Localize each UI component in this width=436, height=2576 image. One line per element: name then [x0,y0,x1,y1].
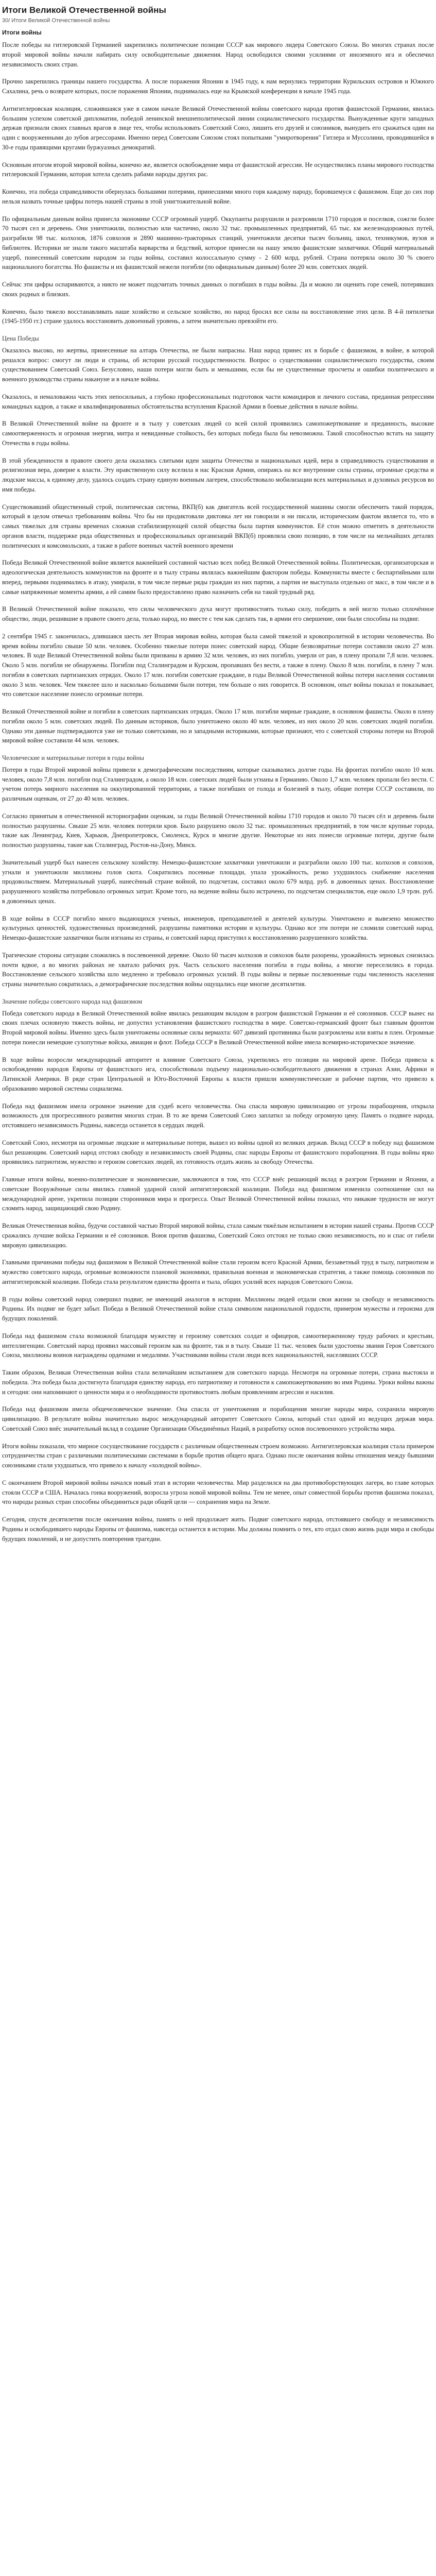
article-paragraph: Великая Отечественная война, будучи составной частью Второй мировой войны, стала самым тяжёлым испытанием в истории нашей страны. Против СССР сражались лучшие войска Германии и её союзников. Воюя против фашизма, Советский Союз отстоял не только свою независимость, но и спас от гибели мировую цивилизацию. [2,1222,434,1249]
article-paragraph: В этой убежденности в правоте своего дела оказались слитыми идеи защиты Отечества и национальных идей, вера в справедливость существования и религиозная вера, доверие к власти. Эту нравственную силу вселила в нас Красная Армия, опираясь на все внутренние силы страны, огромные средства и людские массы, к единому делу, удалось создать страну единую военным лагерем, способствовало мобилизации всех материальных и духовных ресурсов во имя победы. [2,456,434,493]
article-paragraph: 2 сентября 1945 г. закончилась, длившаяся шесть лет Вторая мировая война, которая была самой тяжелой и кровопролитной в истории человечества. Во время войны погибло свыше 50 млн. человек. Особенно тяжелые потери понес советский народ. Общие безвозвратные потери составили около 27 млн. человек. В ходе Великой Отечественной войны были призваны в армию 32 млн. человек, из них погибло, умерли от ран, в плену пропали 7,8 млн. человек. Около 5 млн. погибли не обнаружены. Погибли под Сталинградом и Курском, пропавших без вести, а также в плену. Около 8 млн. погибли, в плену 7 млн. погибли в советских партизанских отрядах. Около 17 млн. погибли советские граждане, в годы Великой Отечественной войны потери населения составили около 3 млн. человек. Чем тяжелее шло и насколько большими были потери, тем больше о них говорится. В основном, опыт войны показал и показывает, что советское население понесло огромные потери. [2,632,434,698]
article-paragraph: По официальным данным война принесла экономике СССР огромный ущерб. Оккупанты разрушили и разгромили 1710 городов и поселков, сожгли более 70 тысяч сел и деревень. Они уничтожили, полностью или частично, около 32 тыс. промышленных предприятий, 65 тыс. км железнодорожных путей, разграбили 98 тыс. колхозов, 1876 совхозов и 2890 машинно-тракторных станций, уничтожили десятки тысяч больниц, школ, техникумов, вузов и библиотек. Историки не знали такого масштаба варварства и бедствий, которое принесли на нашу землю фашистские захватчики. Общий материальный ущерб, понесенный советским народом за годы войны, составил колоссальную сумму - 2 600 млрд. рублей. Страна потеряла около 30 % своего национального богатства. Но фашисты и их фашистской нежели погибли (по официальным данным) более 20 млн. советских людей. [2,215,434,271]
article-paragraph: С окончанием Второй мировой войны начался новый этап в истории человечества. Мир разделился на два противоборствующих лагеря, во главе которых стояли СССР и США. Началась гонка вооружений, возросла угроза новой мировой войны. Тем не менее, опыт совместной борьбы против фашизма показал, что народы разных стран способны объединиться ради общей цели — сохранения мира на Земле. [2,1479,434,1506]
article-paragraph: Главные итоги войны, военно-политические и экономические, заключаются в том, что СССР внёс решающий вклад в разгром Германии и Японии, а советские Вооружённые силы явились главной ударной силой антигитлеровской коалиции. Победа над фашизмом изменила соотношение сил на международной арене, укрепила позиции сторонников мира и прогресса. Опыт Великой Отечественной войны показал, что никакие трудности не могут сломить народ, защищающий свою Родину. [2,1176,434,1212]
article-paragraph: Оказалось, и немаловажна часть этих непосильных, а глубоко профессиональных подготовок части командиров и личного состава, преданная репрессиям командных кадров, а также и квалифицированных обстоятельства вступления Красной Армии в боевые действия в начале войны. [2,393,434,410]
article-paragraph: В ходе войны возросли международный авторитет и влияние Советского Союза, укрепились его позиции на мировой арене. Победа привела к освобождению народов Европы от фашистского ига, способствовала подъему национально-освободительного движения в странах Азии, Африки и Латинской Америки. В ряде стран Центральной и Юго-Восточной Европы к власти пришли коммунистические и рабочие партии, что привело к образованию мировой системы социализма. [2,1056,434,1092]
article-paragraph: Конечно, эта победа справедливости обернулась большими потерями, принесшими много горя каждому народу, боровшемуся с фашизмом. Еще до сих пор нельзя назвать точные цифры потерь нашей страны в этой унигтожительной войне. [2,188,434,205]
breadcrumb-link[interactable]: Итоги Великой Отечественной войны [11,18,110,24]
article-paragraph: Согласно принятым в отечественной историографии оценкам, за годы Великой Отечественной войны 1710 городов и около 70 тысяч сёл и деревень были полностью разрушены. Свыше 25 млн. человек потеряли кров. Было разрушено около 32 тыс. промышленных предприятий, в том числе крупные города, такие как Ленинград, Киев, Харьков, Днепропетровск, Смоленск, Курск и многие другие. Некоторые из них понесли огромные потери, другие были полностью разрушены, такие как Сталинград, Ростов-на-Дону, Минск. [2,812,434,849]
article-paragraph: Победа советского народа в Великой Отечественной войне явилась решающим вкладом в разгром фашистской Германии и её союзников. СССР вынес на своих плечах основную тяжесть войны, не допустил установления фашистского господства в мире. Советско-германский фронт был главным фронтом Второй мировой войны. Именно здесь были уничтожены основные силы вермахта: 607 дивизий противника были разгромлены или взяты в плен. Огромные потери понесли немецкие сухопутные войска, авиация и флот. Победа СССР в Великой Отечественной войне имела всемирно-историческое значение. [2,1009,434,1046]
article-paragraph: Оказалось высоко, но жертвы, принесенные на алтарь Отечества, не были напрасны. Наш народ принес их в борьбе с фашизмом, в войне, в которой решался вопрос: смогут ли люди и страны, об истории русской государственности. Вопрос о существовании социалистического государства, своим существованием Советский Союз. Безусловно, наши потери могли быть и меньшими, если бы не существенные просчеты и ошибки политического и военного руководства страны накануне и в начале войны. [2,346,434,383]
article-paragraph: После победы на гитлеровской Германией закрепились политические позиции СССР как мирового лидера Советского Союза. Во многих странах после второй мировой войны начали набирать силу освободительные движения. Народ освободился своими усилиями от иноземного ига и обеспечил независимость своих стран. [2,41,434,68]
page-title: Итоги Великой Отечественной войны [2,5,166,15]
article-paragraph: Существовавший общественный строй, политическая система, ВКП(б) как двигатель всей государственной машины смогли обеспечить такой порядок, который в целом отвечал требованиям войны. Что бы ни продиктовали диктовка лет ни говорили и ни писали, историческим фактом является то, что в самых тяжелых для страны временах сложная стабилизирующей силой общества была партия коммунистов. Её стон можно отметить в деятельности органов власти, поддержке ряда общественных и профессиональных организаций ВКП(б) проявляла свою позицию, в том числе на мельчайших деталях политических и комсомольских, а также в работе военных частей военного времени [2,503,434,549]
article-paragraph: Победа над фашизмом стала возможной благодаря мужеству и героизму советских солдат и офицеров, самоотверженному труду рабочих и крестьян, интеллигенции. Советский народ проявил массовый героизм как на фронте, так и в тылу. Свыше 11 тыс. человек были удостоены звания Героя Советского Союза, миллионы воинов награждены орденами и медалями. Участниками войны стали люди всех национальностей, населявших СССР. [2,1332,434,1359]
article-paragraph: Значительный ущерб был нанесен сельскому хозяйству. Немецко-фашистские захватчики уничтожили и разграбили около 100 тыс. колхозов и совхозов, угнали и уничтожили миллионы голов скота. Сократились посевные площади, упала урожайность, резко ухудшилось снабжение населения продовольствием. Материальный ущерб, нанесённый стране войной, по подсчетам, составил около 679 млрд. руб. в довоенных ценах. Восстановление разрушенного хозяйства потребовало огромных затрат. Кроме того, на ведение войны было истрачено, по подсчетам специалистов, еще около 1,9 трлн. руб. в довоенных ценах. [2,858,434,905]
article-paragraph: В ходе войны в СССР погибло много выдающихся ученых, инженеров, преподавателей и деятелей культуры. Уничтожено и вывезено множество культурных ценностей, художественных произведений, разрушены памятники истории и культуры. Однако все эти потери не сломили советский народ. Немецко-фашистские захватчики были изгнаны из страны, и советский народ приступил к восстановлению разрушенного хозяйства. [2,914,434,941]
article-body [2,40,434,1544]
article-paragraph: Основным итогом второй мировой войны, конечно же, является освобождение мира от фашистской агрессии. Не осуществились планы мирового господства гитлеровской Германии, которая хотела сделать рабами народы других рас. [2,161,434,178]
article-paragraph: Трагические стороны ситуации сложились в послевоенной деревне. Около 60 тысяч колхозов и совхозов были разорены, урожайность зерновых снизилась почти вдвое, а во многих районах не хватало рабочих рук. Часть сельского населения погибла в годы войны, а многие переселились в города. Восстановление сельского хозяйства шло медленно и требовало огромных усилий. В годы войны и первые послевоенные годы численность населения страны значительно сократилась, а демографические последствия войны ощущались еще многие десятилетия. [2,951,434,988]
article-paragraph: Таким образом, Великая Отечественная война стала величайшим испытанием для советского народа. Несмотря на огромные потери, страна выстояла и победила. Эта победа была достигнута благодаря единству народа, его патриотизму и готовности к самопожертвованию во имя Родины. Уроки войны важны и сегодня: они напоминают о ценности мира и о необходимости противостоять любым проявлениям агрессии и насилия. [2,1369,434,1396]
article-paragraph: Великой Отечественной войне и погибли в советских партизанских отрядах. Около 17 млн. погибли мирные граждане, в основном фашисты. Около в плену погибли около 5 млн. советских людей. По данным историков, было уничтожено около 40 млн. человек, из них около 20 млн. советских людей погибли. Однако эти данные подтверждаются уже не только советскими, но и западными историками, которые признают, что с советской стороны потери на Второй мировой войне составили 44 млн. человек. [2,708,434,744]
article-paragraph: Победа Великой Отечественной войне является важнейшей составной частью всех побед Великой Отечественной войны. Политическая, организаторская и идеологическая деятельность коммунистов на фронте и в тылу страны являлась важнейшим фактором победы. Коммунисты вместе с беспартийными шли вперед, первыми поднимались в атаку, умирали, в том числе первые ряды граждан из них партии, а партия не выступала отдельно от масс, в том числе и в самые напряженные моменты армии, а ей самим было предоставлено право назначить себя на такой трудный ряд. [2,559,434,596]
breadcrumb-number: 30/ [2,18,10,24]
section-heading: Итоги войны [2,29,42,36]
article-paragraph: В годы войны советский народ совершил подвиг, не имеющий аналогов в истории. Миллионы людей отдали свои жизни за свободу и независимость Родины. Их подвиг не будет забыт. Победа в Великой Отечественной войне стала символом национальной гордости, примером мужества и героизма для будущих поколений. [2,1295,434,1322]
article-paragraph: Советский Союз, несмотря на огромные людские и материальные потери, вышел из войны одной из великих держав. Вклад СССР в победу над фашизмом был решающим. Советский народ отстоял свободу и независимость своей Родины, спас народы Европы от фашистского порабощения. В годы войны ярко проявились патриотизм, мужество и героизм советских людей, их готовность отдать жизнь за свободу Отечества. [2,1139,434,1166]
article-paragraph: Потери в годы Второй мировой войны привели к демографическим последствиям, которые сказывались долгие годы. На фронтах погибло около 10 млн. человек, около 7,8 млн. погибли под Сталинградом, а около 18 млн. советских людей были угнаны в Германию. Около 1,7 млн. человек пропали без вести. С учетом потерь мирного населения на оккупированной территории, а также погибших от голода и болезней в тылу, общие потери СССР составили, по различным оценкам, от 27 до 40 млн. человек. [2,766,434,802]
subsection-label: Значение победы советского народа над фашизмом [2,997,143,1005]
article-paragraph: В Великой Отечественной войне на фронте и в тылу у советских людей со всей силой проявились самопожертвование и преданность, высокие самоотверженность и огромная энергия, митра и невиданные стойкость, без которых победа была бы невозможна. Такой способностью встать на защиту Отечества в годы войны. [2,420,434,447]
subsection-label: Цена Победы [2,335,39,342]
subsection-label: Человеческие и материальные потери в годы войны [2,754,144,761]
article-paragraph: Антигитлеровская коалиция, сложившаяся уже в самом начале Великой Отечественной войны советского народа против фашистской Германии, явилась большим успехом советской дипломатии, победой ленинской внешнеполитической линии социалистического государства. Вынужденные круги западных держав признали своих главных врагов в лице тех, чтобы использовать Советский Союз, лишить его друзей и союзников, вынудить его сражаться один на один с вооруженными до зубов агрессорами. Именно перед Советским Союзом стоял попытками "умиротворения" Гитлера и Муссолини, проводившейся в 30-е годы правящими кругами буржуазных демократий. [2,105,434,151]
breadcrumb [2,18,434,24]
article-paragraph: Сейчас эти цифры оспариваются, а никто не может подсчитать точных данных о погибших в годы войны. Да и можно ли оценить горе семей, потерявших своих родных и близких. [2,281,434,298]
article-paragraph: Победа над фашизмом имела общечеловеческое значение. Она спасла от уничтожения и порабощения многие народы мира, сохранила мировую цивилизацию. В результате войны значительно вырос международный авторитет Советского Союза, который стал одной из ведущих держав мира. Советский Союз внёс значительный вклад в создание Организации Объединённых Наций, в разработку основ послевоенного устройства мира. [2,1405,434,1432]
article-paragraph: Итоги войны показали, что мирное сосуществование государств с различным общественным строем возможно. Антигитлеровская коалиция стала примером сотрудничества стран с различными политическими системами в борьбе против общего врага. Однако после окончания войны отношения между бывшими союзниками стали ухудшаться, что привело к началу «холодной войны». [2,1442,434,1469]
article-paragraph: Главными причинами победы над фашизмом в Великой Отечественной войне стали героизм всего Красной Армии, беззаветный труд в тылу, патриотизм и мужество советского народа, огромные возможности плановой экономики, правильная военная и экономическая стратегия, а также помощь союзников по антигитлеровской коалиции. Победа стала результатом единства фронта и тыла, общих усилий всех народов Советского Союза. [2,1259,434,1285]
article-paragraph: Сегодня, спустя десятилетия после окончания войны, память о ней продолжает жить. Подвиг советского народа, отстоявшего свободу и независимость Родины и освободившего народы Европы от фашизма, навсегда останется в истории. Мы должны помнить о тех, кто отдал свою жизнь ради мира и свободы будущих поколений, и не допустить повторения трагедии. [2,1516,434,1543]
article-paragraph: Прочно закрепились границы нашего государства. А после поражения Японии в 1945 году, к нам вернулись территории Курильских островов и Южного Сахалина, речь о возврате которых, после поражения Японии, поднималась еще на Крымской конференции в начале 1945 года. [2,78,434,95]
article-paragraph: В Великой Отечественной войне показало, что силы человеческого духа могут противостоять только силу, победить в ней могло только сплочённое общество, люди, решившие в правоте своего дела, только народ, но вместе с тем как сделать так, в армии его свершение, они были способны на подвиг. [2,605,434,622]
article-paragraph: Конечно, было тяжело восстанавливать наше хозяйство и сельское хозяйство, но народ бросил все силы на восстановление этих цели. В 4-й пятилетки (1945-1950 гг.) стране удалось восстановить довоенный уровень, а затем значительно превзойти его. [2,308,434,325]
article-paragraph: Победа над фашизмом имела огромное значение для судеб всего человечества. Она спасла мировую цивилизацию от угрозы порабощения, открыла возможность для прогрессивного развития многих стран. В то же время Советский Союз заплатил за победу огромную цену. Память о подвиге народа, отстоявшего независимость Родины, навсегда останется в сердцах людей. [2,1102,434,1129]
